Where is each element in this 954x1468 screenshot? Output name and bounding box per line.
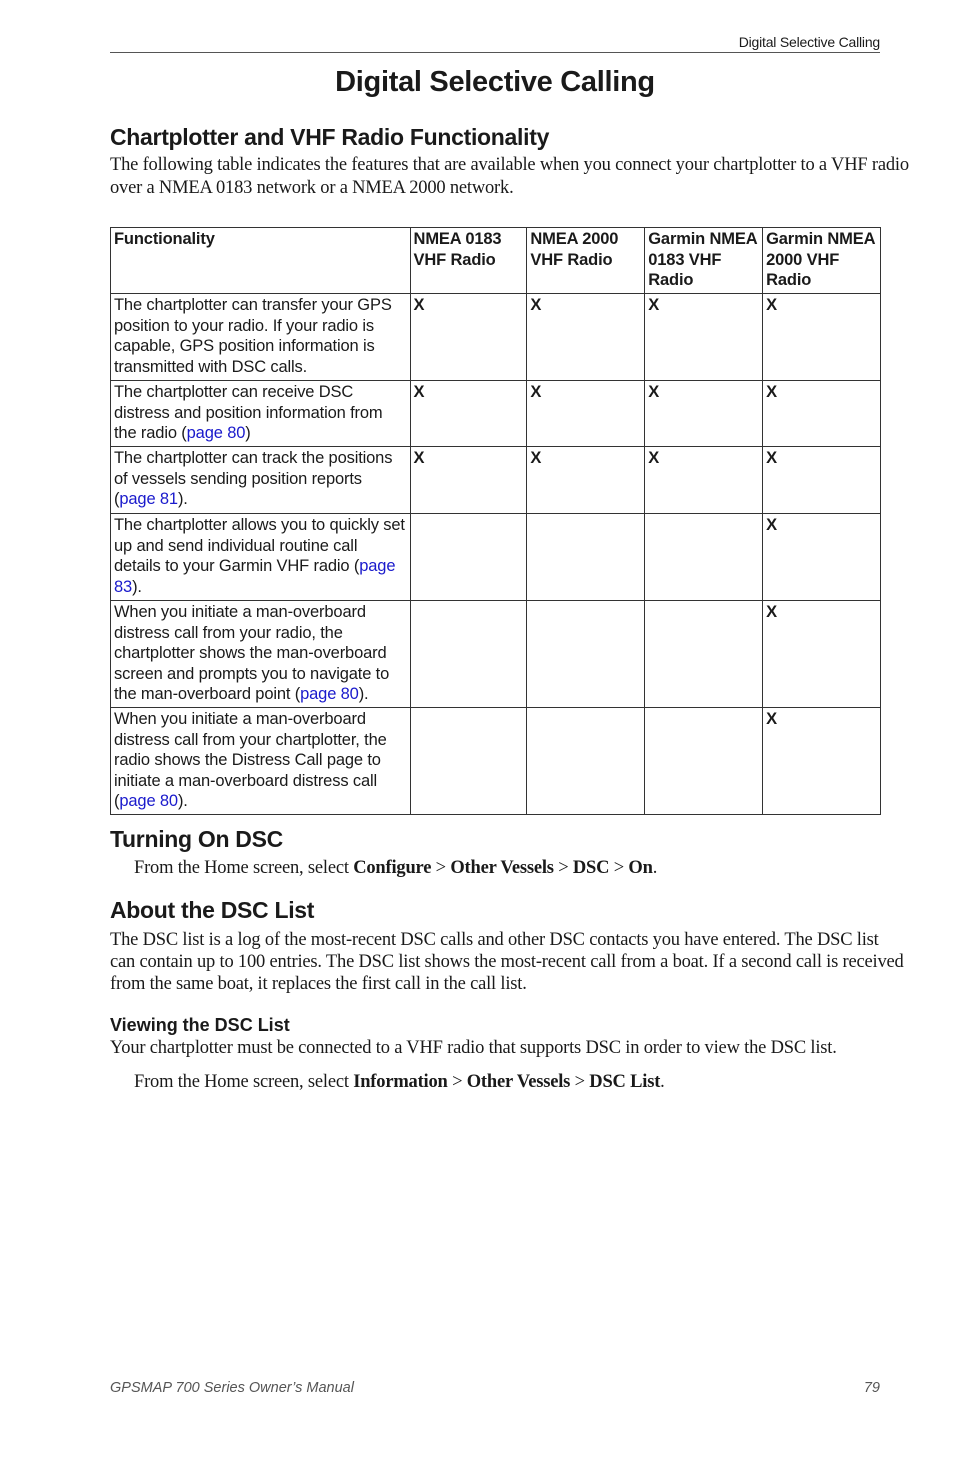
page-link[interactable]: page 83	[114, 557, 396, 596]
support-mark	[645, 708, 763, 815]
path-separator: >	[431, 858, 451, 878]
support-mark: X	[527, 294, 645, 381]
footer-manual-title: GPSMAP 700 Series Owner’s Manual	[110, 1380, 354, 1396]
paren-close: ).	[177, 792, 188, 810]
page-link[interactable]: page 81	[119, 490, 178, 508]
support-mark: X	[527, 447, 645, 514]
support-mark	[645, 514, 763, 601]
support-mark: X	[645, 294, 763, 381]
support-mark: X	[410, 447, 527, 514]
functionality-text: When you initiate a man-overboard distress call from your chartplotter, the radio shows the Distress Call page to initiate a man-overboard distress call	[114, 710, 387, 790]
paren-open: (	[290, 685, 301, 703]
path-separator: >	[447, 1072, 467, 1092]
about-line-1: The DSC list is a log of the most-recent DSC calls and other DSC contacts you have entered. The DSC list	[110, 930, 879, 950]
paren-open: (	[176, 424, 187, 442]
support-mark	[527, 601, 645, 708]
subheading-viewing-dsc-list: Viewing the DSC List	[110, 1015, 290, 1035]
table-header-row	[111, 228, 881, 294]
support-mark	[527, 708, 645, 815]
sentence-end: .	[652, 858, 658, 878]
section-heading-functionality: Chartplotter and VHF Radio Functionality	[110, 124, 550, 150]
footer-page-number: 79	[863, 1380, 880, 1396]
support-mark: X	[763, 381, 881, 447]
functionality-text: The chartplotter can transfer your GPS position to your radio. If your radio is capable, GPS position information is transmitted with DSC calls.	[114, 296, 392, 376]
functionality-cell	[111, 294, 411, 381]
viewing-instruction	[134, 1071, 665, 1094]
functionality-text: The chartplotter allows you to quickly set up and send individual routine call details to your Garmin VHF radio	[114, 516, 405, 575]
running-head-text: Digital Selective Calling	[738, 34, 880, 50]
functionality-cell	[111, 601, 411, 708]
turning-on-instruction	[134, 857, 657, 880]
functionality-text: The chartplotter can receive DSC distress and position information from the radio	[114, 383, 383, 442]
functionality-cell	[111, 514, 411, 601]
intro-line-2: over a NMEA 0183 network or a NMEA 2000 network.	[110, 178, 514, 198]
sentence-end: .	[660, 1072, 665, 1092]
support-mark: X	[410, 294, 527, 381]
support-mark: X	[763, 708, 881, 815]
running-head	[110, 34, 880, 53]
support-mark: X	[763, 601, 881, 708]
instruction-prefix: From the Home screen, select	[134, 1072, 354, 1092]
column-header: Garmin NMEA 0183 VHF Radio	[645, 228, 763, 294]
table-row	[111, 708, 881, 815]
about-line-2: can contain up to 100 entries. The DSC list shows the most-recent call from a boat. If a second call is received	[110, 952, 904, 972]
column-header: NMEA 2000 VHF Radio	[527, 228, 645, 294]
instruction-prefix: From the Home screen, select	[134, 858, 354, 878]
menu-path-dsc: DSC	[572, 858, 610, 878]
menu-path-other-vessels: Other Vessels	[450, 858, 554, 878]
page-link[interactable]: page 80	[300, 685, 359, 703]
section-heading-about-dsc-list: About the DSC List	[110, 897, 315, 923]
support-mark: X	[763, 294, 881, 381]
intro-line-1: The following table indicates the features that are available when you connect your chartplotter to a VHF radio	[110, 155, 909, 175]
page-link[interactable]: page 80	[186, 424, 246, 442]
menu-path-dsc-list: DSC List	[589, 1072, 661, 1092]
menu-path-on: On	[628, 858, 653, 878]
paren-open: (	[114, 490, 120, 508]
functionality-text: When you initiate a man-overboard distress call from your radio, the chartplotter shows the man-overboard screen and prompts you to navigate to the man-overboard point	[114, 603, 390, 703]
table-row	[111, 381, 881, 447]
table-row	[111, 447, 881, 514]
page-link[interactable]: page 80	[119, 792, 178, 810]
column-header: Garmin NMEA 2000 VHF Radio	[763, 228, 881, 294]
support-mark: X	[763, 514, 881, 601]
section-heading-turning-on-dsc: Turning On DSC	[110, 826, 283, 852]
paren-close: ).	[177, 490, 188, 508]
about-line-3: from the same boat, it replaces the first call in the call list.	[110, 974, 527, 994]
column-header: Functionality	[111, 228, 411, 294]
functionality-cell	[111, 447, 411, 514]
menu-path-information: Information	[353, 1072, 448, 1092]
column-header: NMEA 0183 VHF Radio	[410, 228, 527, 294]
paren-close: ).	[132, 577, 142, 596]
path-separator: >	[553, 858, 573, 878]
support-mark: X	[645, 381, 763, 447]
page-title: Digital Selective Calling	[335, 66, 655, 98]
path-separator: >	[609, 858, 629, 878]
support-mark: X	[763, 447, 881, 514]
support-mark: X	[645, 447, 763, 514]
support-mark: X	[410, 381, 527, 447]
support-mark	[410, 514, 527, 601]
support-mark	[527, 514, 645, 601]
paren-open: (	[114, 792, 120, 810]
table-row	[111, 294, 881, 381]
support-mark	[645, 601, 763, 708]
viewing-requirement: Your chartplotter must be connected to a VHF radio that supports DSC in order to view the DSC list.	[110, 1038, 837, 1058]
functionality-cell	[111, 381, 411, 447]
functionality-cell	[111, 708, 411, 815]
paren-close: )	[245, 424, 251, 442]
menu-path-other-vessels: Other Vessels	[466, 1072, 571, 1092]
functionality-text: The chartplotter can track the positions of vessels sending position reports	[114, 449, 393, 488]
functionality-table	[110, 227, 881, 815]
support-mark	[410, 708, 527, 815]
support-mark: X	[527, 381, 645, 447]
path-separator: >	[570, 1072, 590, 1092]
table-row	[111, 514, 881, 601]
table-row	[111, 601, 881, 708]
paren-close: ).	[358, 685, 369, 703]
support-mark	[410, 601, 527, 708]
menu-path-configure: Configure	[353, 858, 432, 878]
paren-open: (	[349, 557, 360, 575]
